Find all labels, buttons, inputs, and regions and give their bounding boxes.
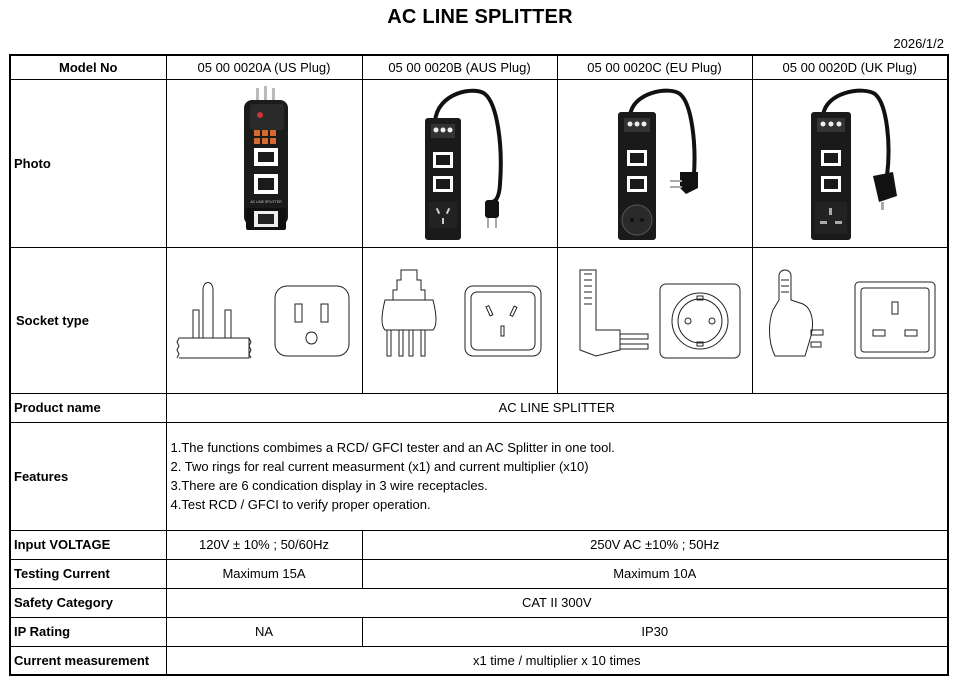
- photo-aus: [362, 79, 557, 247]
- voltage-us-value: 120V ± 10% ; 50/60Hz: [166, 530, 362, 559]
- model-aus: 05 00 0020B (AUS Plug): [362, 55, 557, 79]
- product-name-label: Product name: [10, 393, 166, 422]
- photo-row: [10, 79, 948, 247]
- photo-label: Photo: [10, 79, 166, 247]
- ip-row: [10, 617, 948, 646]
- feature-item: 1.The functions combimes a RCD/ GFCI tester and an AC Splitter in one tool.: [170, 440, 615, 455]
- socket-type-label: Socket type: [10, 247, 166, 393]
- model-row: [10, 55, 948, 79]
- safety-row: [10, 588, 948, 617]
- photo-eu: [557, 79, 752, 247]
- document-date: 2026/1/2: [893, 36, 944, 51]
- ip-rating-label: IP Rating: [10, 617, 166, 646]
- current-measurement-value: x1 time / multiplier x 10 times: [166, 646, 948, 675]
- socket-row: [10, 247, 948, 393]
- features-row: [10, 422, 948, 530]
- feature-item: 2. Two rings for real current measurment (x1) and current multiplier (x10): [170, 459, 589, 474]
- model-us: 05 00 0020A (US Plug): [166, 55, 362, 79]
- features-list: [166, 422, 948, 530]
- socket-uk: [752, 247, 948, 393]
- model-eu: 05 00 0020C (EU Plug): [557, 55, 752, 79]
- aus-splitter-photo: [405, 84, 515, 242]
- eu-splitter-photo: [600, 84, 710, 242]
- us-device-label: AC LINE SPLITTER: [250, 199, 282, 204]
- photo-us: [166, 79, 362, 247]
- socket-eu: [557, 247, 752, 393]
- current-measurement-label: Current measurement: [10, 646, 166, 675]
- spec-table: [9, 54, 949, 676]
- current-other-value: Maximum 10A: [362, 559, 948, 588]
- measurement-row: [10, 646, 948, 675]
- aus-socket-drawing: [365, 260, 555, 380]
- product-name-value: AC LINE SPLITTER: [166, 393, 948, 422]
- input-voltage-label: Input VOLTAGE: [10, 530, 166, 559]
- voltage-row: [10, 530, 948, 559]
- page-title: AC LINE SPLITTER: [387, 6, 573, 28]
- eu-socket-drawing: [560, 260, 750, 380]
- us-socket-drawing: [169, 260, 359, 380]
- model-uk: 05 00 0020D (UK Plug): [752, 55, 948, 79]
- socket-us: [166, 247, 362, 393]
- safety-category-value: CAT II 300V: [166, 588, 948, 617]
- product-name-row: [10, 393, 948, 422]
- voltage-other-value: 250V AC ±10% ; 50Hz: [362, 530, 948, 559]
- current-us-value: Maximum 15A: [166, 559, 362, 588]
- socket-aus: [362, 247, 557, 393]
- safety-category-label: Safety Category: [10, 588, 166, 617]
- ip-us-value: NA: [166, 617, 362, 646]
- model-no-label: Model No: [10, 55, 166, 79]
- uk-socket-drawing: [755, 260, 945, 380]
- ip-other-value: IP30: [362, 617, 948, 646]
- testing-current-row: [10, 559, 948, 588]
- feature-item: 3.There are 6 condication display in 3 wire receptacles.: [170, 478, 488, 493]
- feature-item: 4.Test RCD / GFCI to verify proper operation.: [170, 497, 431, 512]
- photo-uk: [752, 79, 948, 247]
- us-splitter-photo: [224, 86, 304, 241]
- features-label: Features: [10, 422, 166, 530]
- testing-current-label: Testing Current: [10, 559, 166, 588]
- uk-splitter-photo: [795, 84, 905, 242]
